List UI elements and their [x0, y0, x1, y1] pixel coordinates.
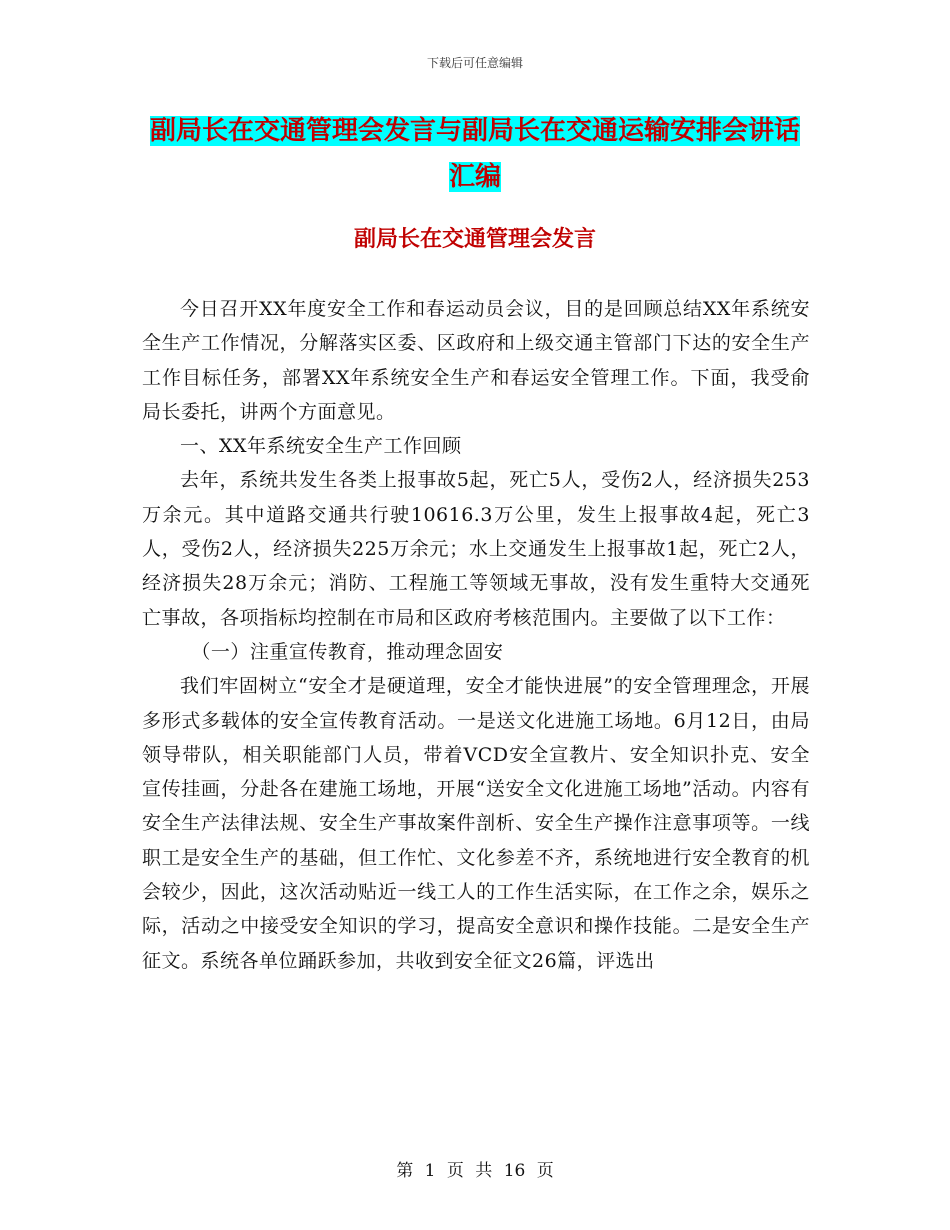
- header-note: 下载后可任意编辑: [426, 56, 523, 70]
- page-footer: 第 1 页 共 16 页: [396, 1161, 554, 1181]
- subheading-paragraph: （一）注重宣传教育，推动理念固安: [191, 640, 504, 663]
- heading-paragraph: 一、XX年系统安全生产工作回顾: [180, 435, 462, 458]
- paragraph: 我们牢固树立“安全才是硬道理，安全才能快进展”的安全管理理念，开展多形式多载体的安全宣传教育活动。一是送文化进施工场地。6月12日，由局领导带队，相关职能部门人员，带着VCD安全宣教片、安全知识扑克、安全宣传挂画，分赴各在建施工场地，开展“送安全文化进施工场地”活动。内容有安全生产法律法规、安全生产事故案件剖析、安全生产操作注意事项等。一线职工是安全生产的基础，但工作忙、文化参差不齐，系统地进行安全教育的机会较少，因此，这次活动贴近一线工人的工作生活实际，在工作之余，娱乐之际，活动之中接受安全知识的学习，提高安全意识和操作技能。二是安全生产征文。系统各单位踊跃参加，共收到安全征文26篇，评选出: [142, 675, 810, 972]
- paragraph: 今日召开XX年度安全工作和春运动员会议，目的是回顾总结XX年系统安全生产工作情况，分解落实区委、区政府和上级交通主管部门下达的安全生产工作目标任务，部署XX年系统安全生产和春运安全管理工作。下面，我受俞局长委托，讲两个方面意见。: [142, 298, 810, 423]
- document-title: [140, 108, 810, 200]
- document-body: [142, 292, 810, 978]
- section-title: 副局长在交通管理会发言: [353, 227, 596, 252]
- paragraph: 去年，系统共发生各类上报事故5起，死亡5人，受伤2人，经济损失253万余元。其中道路交通共行驶10616.3万公里，发生上报事故4起，死亡3人，受伤2人，经济损失225万余元；水上交通发生上报事故1起，死亡2人，经济损失28万余元；消防、工程施工等领域无事故，没有发生重特大交通死亡事故，各项指标均控制在市局和区政府考核范围内。主要做了以下工作：: [142, 469, 810, 629]
- document-title-text: 副局长在交通管理会发言与副局长在交通运输安排会讲话汇编: [149, 116, 800, 192]
